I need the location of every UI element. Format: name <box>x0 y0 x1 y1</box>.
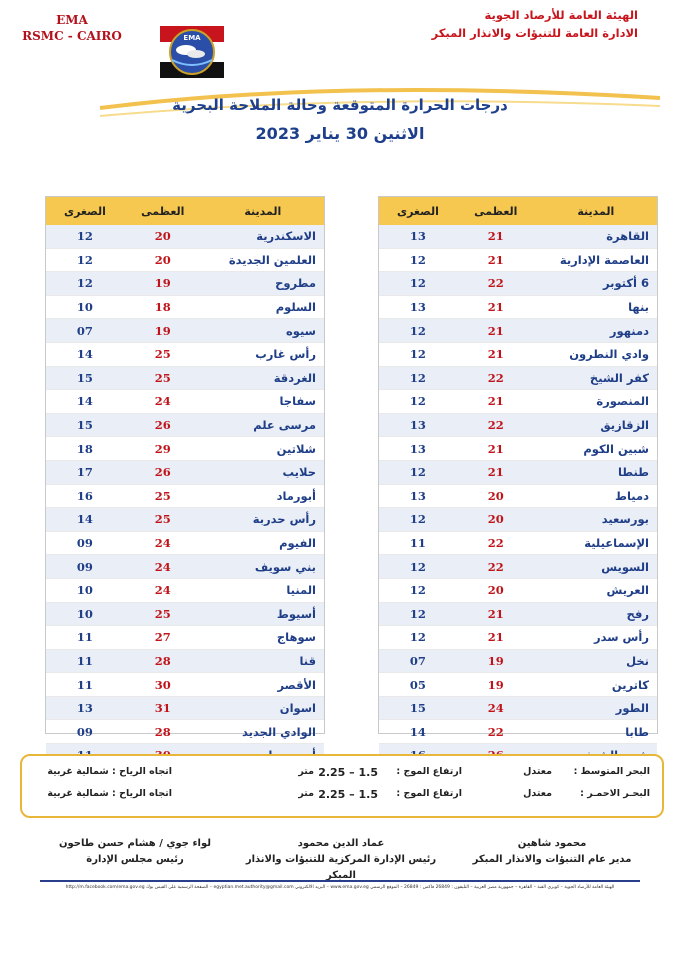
cell-city: المنصورة <box>535 390 657 414</box>
cell-min: 13 <box>379 437 457 461</box>
cell-max: 25 <box>124 366 202 390</box>
signature-name: عماد الدين محمود <box>297 838 385 849</box>
table-row <box>379 555 657 579</box>
wind-direction: اتجاه الرياح : شمالية غربية <box>47 788 172 799</box>
table-row <box>379 508 657 532</box>
table-row <box>46 531 324 555</box>
cell-min: 13 <box>379 484 457 508</box>
cell-max: 21 <box>457 225 535 248</box>
wave-unit: متر <box>298 788 314 799</box>
signature-1 <box>452 836 652 868</box>
column-max: العظمى <box>457 197 535 225</box>
cell-max: 22 <box>457 531 535 555</box>
org-english-name <box>18 12 126 44</box>
cell-min: 12 <box>46 272 124 296</box>
table-row <box>46 437 324 461</box>
cell-city: دمنهور <box>535 319 657 343</box>
cell-min: 13 <box>379 225 457 248</box>
table-row <box>46 319 324 343</box>
sea-row-red-sea <box>22 788 662 810</box>
cell-max: 21 <box>457 295 535 319</box>
cell-max: 21 <box>457 342 535 366</box>
table-row <box>46 578 324 602</box>
signature-title: مدير عام التنبؤات والانذار المبكر <box>472 854 632 865</box>
cell-city: 6 أكتوبر <box>535 272 657 296</box>
cell-city: وادي النطرون <box>535 342 657 366</box>
column-city: المدينة <box>535 197 657 225</box>
org-arabic-name <box>432 6 638 42</box>
org-arabic-line1: الهيئة العامة للأرصاد الجوية <box>484 8 638 22</box>
cell-max: 22 <box>457 413 535 437</box>
cell-min: 13 <box>46 696 124 720</box>
cell-max: 20 <box>124 225 202 248</box>
table-row <box>46 460 324 484</box>
cell-min: 05 <box>379 673 457 697</box>
table-row <box>379 720 657 744</box>
table-row <box>379 225 657 248</box>
cell-min: 09 <box>46 720 124 744</box>
cell-min: 14 <box>46 342 124 366</box>
wave-value: 1.5 – 2.25 <box>318 766 378 779</box>
cell-min: 12 <box>46 225 124 248</box>
cell-max: 28 <box>124 649 202 673</box>
table-row <box>379 437 657 461</box>
signature-name: محمود شاهين <box>517 838 587 849</box>
table-row <box>46 649 324 673</box>
cell-min: 15 <box>46 366 124 390</box>
cell-max: 24 <box>124 390 202 414</box>
cell-max: 26 <box>124 413 202 437</box>
cell-city: حلايب <box>202 460 324 484</box>
table-row <box>379 578 657 602</box>
cell-city: الفيوم <box>202 531 324 555</box>
cell-city: رأس غارب <box>202 342 324 366</box>
cell-min: 12 <box>379 248 457 272</box>
cell-city: طابا <box>535 720 657 744</box>
cell-max: 21 <box>457 602 535 626</box>
cell-min: 12 <box>379 508 457 532</box>
org-abbrev: EMA <box>56 13 88 27</box>
cell-max: 18 <box>124 295 202 319</box>
cell-min: 12 <box>379 555 457 579</box>
cell-max: 20 <box>457 484 535 508</box>
table-row <box>46 626 324 650</box>
cell-max: 19 <box>457 649 535 673</box>
sea-row-mediterranean <box>22 766 662 788</box>
cell-city: أبورماد <box>202 484 324 508</box>
cell-min: 07 <box>46 319 124 343</box>
wave-unit: متر <box>298 766 314 777</box>
ema-logo <box>160 18 224 86</box>
cell-max: 31 <box>124 696 202 720</box>
column-max: العظمى <box>124 197 202 225</box>
sea-state: معتدل <box>523 766 552 777</box>
table-row <box>379 673 657 697</box>
cell-min: 12 <box>379 626 457 650</box>
table-row <box>46 602 324 626</box>
cell-city: أسيوط <box>202 602 324 626</box>
page-date: الاثنين 30 يناير 2023 <box>255 124 425 143</box>
table-row <box>46 295 324 319</box>
cell-max: 22 <box>457 720 535 744</box>
sea-state: معتدل <box>523 788 552 799</box>
cell-max: 25 <box>124 484 202 508</box>
signature-2 <box>236 836 446 884</box>
cell-max: 24 <box>124 578 202 602</box>
cell-min: 11 <box>379 531 457 555</box>
cell-city: مرسى علم <box>202 413 324 437</box>
logo-text: EMA <box>183 34 201 42</box>
table-row <box>46 508 324 532</box>
temperature-table-right <box>378 196 658 739</box>
table-row <box>46 248 324 272</box>
cell-max: 19 <box>124 272 202 296</box>
cell-city: رأس حدربة <box>202 508 324 532</box>
cell-city: شلاتين <box>202 437 324 461</box>
signature-3 <box>40 836 230 868</box>
table-row <box>379 484 657 508</box>
cell-min: 16 <box>46 484 124 508</box>
cell-min: 09 <box>46 531 124 555</box>
table-row <box>46 720 324 744</box>
cell-min: 12 <box>379 390 457 414</box>
cell-max: 21 <box>457 437 535 461</box>
org-arabic-line2: الادارة العامة للتنبؤات والانذار المبكر <box>431 26 638 40</box>
cell-max: 21 <box>457 390 535 414</box>
wave-label: ارتفاع الموج : <box>396 788 462 799</box>
cell-city: الطور <box>535 696 657 720</box>
cell-city: المنيا <box>202 578 324 602</box>
cell-max: 20 <box>124 248 202 272</box>
sea-name: البحر المتوسط : <box>573 766 650 777</box>
cell-city: السويس <box>535 555 657 579</box>
signature-title: رئيس مجلس الإدارة <box>86 854 184 865</box>
cell-min: 15 <box>379 696 457 720</box>
table-row <box>379 649 657 673</box>
cell-max: 20 <box>457 578 535 602</box>
table-row <box>46 413 324 437</box>
table-row <box>46 673 324 697</box>
table-row <box>46 390 324 414</box>
cell-city: العريش <box>535 578 657 602</box>
cell-city: اسوان <box>202 696 324 720</box>
column-min: الصغرى <box>46 197 124 225</box>
cell-city: الغردقة <box>202 366 324 390</box>
cell-max: 22 <box>457 272 535 296</box>
cell-max: 24 <box>457 696 535 720</box>
table-row <box>379 460 657 484</box>
cell-city: بورسعيد <box>535 508 657 532</box>
table-row <box>379 342 657 366</box>
table-row <box>46 555 324 579</box>
cell-min: 09 <box>46 555 124 579</box>
cell-city: نخل <box>535 649 657 673</box>
cell-city: سوهاج <box>202 626 324 650</box>
cell-city: رفح <box>535 602 657 626</box>
cell-min: 07 <box>379 649 457 673</box>
cell-city: بني سويف <box>202 555 324 579</box>
cell-max: 30 <box>124 673 202 697</box>
cell-city: شبين الكوم <box>535 437 657 461</box>
table-row <box>379 248 657 272</box>
cell-city: الإسماعيلية <box>535 531 657 555</box>
cell-city: دمياط <box>535 484 657 508</box>
cell-max: 22 <box>457 366 535 390</box>
table-row <box>46 272 324 296</box>
cell-max: 21 <box>457 460 535 484</box>
table-row <box>46 225 324 248</box>
cell-min: 14 <box>46 390 124 414</box>
cell-min: 10 <box>46 602 124 626</box>
cell-max: 21 <box>457 248 535 272</box>
cell-max: 26 <box>124 460 202 484</box>
sea-name: البحـر الاحمـر : <box>580 788 650 799</box>
cell-max: 25 <box>124 602 202 626</box>
cell-city: الزقازيق <box>535 413 657 437</box>
table-row <box>379 319 657 343</box>
table-row <box>46 366 324 390</box>
table-row <box>46 484 324 508</box>
cell-max: 25 <box>124 508 202 532</box>
cell-city: الوادي الجديد <box>202 720 324 744</box>
cell-city: رأس سدر <box>535 626 657 650</box>
cell-min: 14 <box>379 720 457 744</box>
page-title: درجات الحرارة المتوقعة وحالة الملاحة البحرية <box>172 96 508 114</box>
cell-city: العاصمة الإدارية <box>535 248 657 272</box>
cell-min: 11 <box>46 649 124 673</box>
cell-city: سفاجا <box>202 390 324 414</box>
table-row <box>379 413 657 437</box>
signature-name: لواء جوي / هشام حسن طاحون <box>58 838 212 849</box>
cell-max: 28 <box>124 720 202 744</box>
cell-min: 10 <box>46 295 124 319</box>
cell-city: كاترين <box>535 673 657 697</box>
cell-min: 12 <box>379 460 457 484</box>
cell-min: 12 <box>46 248 124 272</box>
cell-min: 12 <box>379 342 457 366</box>
cell-min: 10 <box>46 578 124 602</box>
cell-city: العلمين الجديدة <box>202 248 324 272</box>
wave-label: ارتفاع الموج : <box>396 766 462 777</box>
table-row <box>379 295 657 319</box>
cell-city: السلوم <box>202 295 324 319</box>
sea-state-box <box>20 754 664 818</box>
cell-max: 29 <box>124 437 202 461</box>
wave-value: 1.5 – 2.25 <box>318 788 378 801</box>
cell-min: 12 <box>379 272 457 296</box>
cell-min: 12 <box>379 602 457 626</box>
cell-max: 20 <box>457 508 535 532</box>
cell-min: 12 <box>379 366 457 390</box>
cell-max: 19 <box>457 673 535 697</box>
table-row <box>46 696 324 720</box>
cell-city: الاسكندرية <box>202 225 324 248</box>
table-row <box>379 602 657 626</box>
cell-city: الأقصر <box>202 673 324 697</box>
cell-max: 25 <box>124 342 202 366</box>
footer-contact: الهيئة العامة للأرصاد الجوية – كوبري القبة – القاهرة – جمهورية مصر العربية – التليفون : 26849 فاكس : 26849 – الموقع الرسمي www.ema.gov.eg – البريد الالكتروني egyptian.met.authority@gmail.com – الصفحة الرسمية على الفيس بوك http://m.facebook.com/ema.gov.eg <box>40 880 640 890</box>
cell-max: 19 <box>124 319 202 343</box>
table-row <box>379 531 657 555</box>
table-row <box>379 366 657 390</box>
table-row <box>379 626 657 650</box>
table-row <box>379 272 657 296</box>
cell-min: 13 <box>379 295 457 319</box>
temperature-table-left <box>45 196 325 739</box>
cell-min: 17 <box>46 460 124 484</box>
cell-min: 11 <box>46 626 124 650</box>
cell-city: قنا <box>202 649 324 673</box>
cell-max: 27 <box>124 626 202 650</box>
cell-city: بنها <box>535 295 657 319</box>
org-rsmc: RSMC - CAIRO <box>22 29 122 43</box>
cell-min: 12 <box>379 319 457 343</box>
table-row <box>46 342 324 366</box>
signature-title: رئيس الإدارة المركزية للتنبؤات والانذار المبكر <box>245 854 437 881</box>
cell-city: القاهرة <box>535 225 657 248</box>
table-row <box>379 390 657 414</box>
cell-min: 18 <box>46 437 124 461</box>
cell-city: كفر الشيخ <box>535 366 657 390</box>
cell-max: 24 <box>124 555 202 579</box>
cell-city: سيوه <box>202 319 324 343</box>
cell-min: 14 <box>46 508 124 532</box>
cell-max: 22 <box>457 555 535 579</box>
cell-max: 21 <box>457 319 535 343</box>
cell-max: 24 <box>124 531 202 555</box>
table-row <box>379 696 657 720</box>
cell-min: 12 <box>379 578 457 602</box>
cell-min: 11 <box>46 673 124 697</box>
cell-city: مطروح <box>202 272 324 296</box>
wind-direction: اتجاه الرياح : شمالية غربية <box>47 766 172 777</box>
cell-min: 13 <box>379 413 457 437</box>
column-city: المدينة <box>202 197 324 225</box>
column-min: الصغرى <box>379 197 457 225</box>
cell-min: 15 <box>46 413 124 437</box>
cell-max: 21 <box>457 626 535 650</box>
cell-city: طنطا <box>535 460 657 484</box>
